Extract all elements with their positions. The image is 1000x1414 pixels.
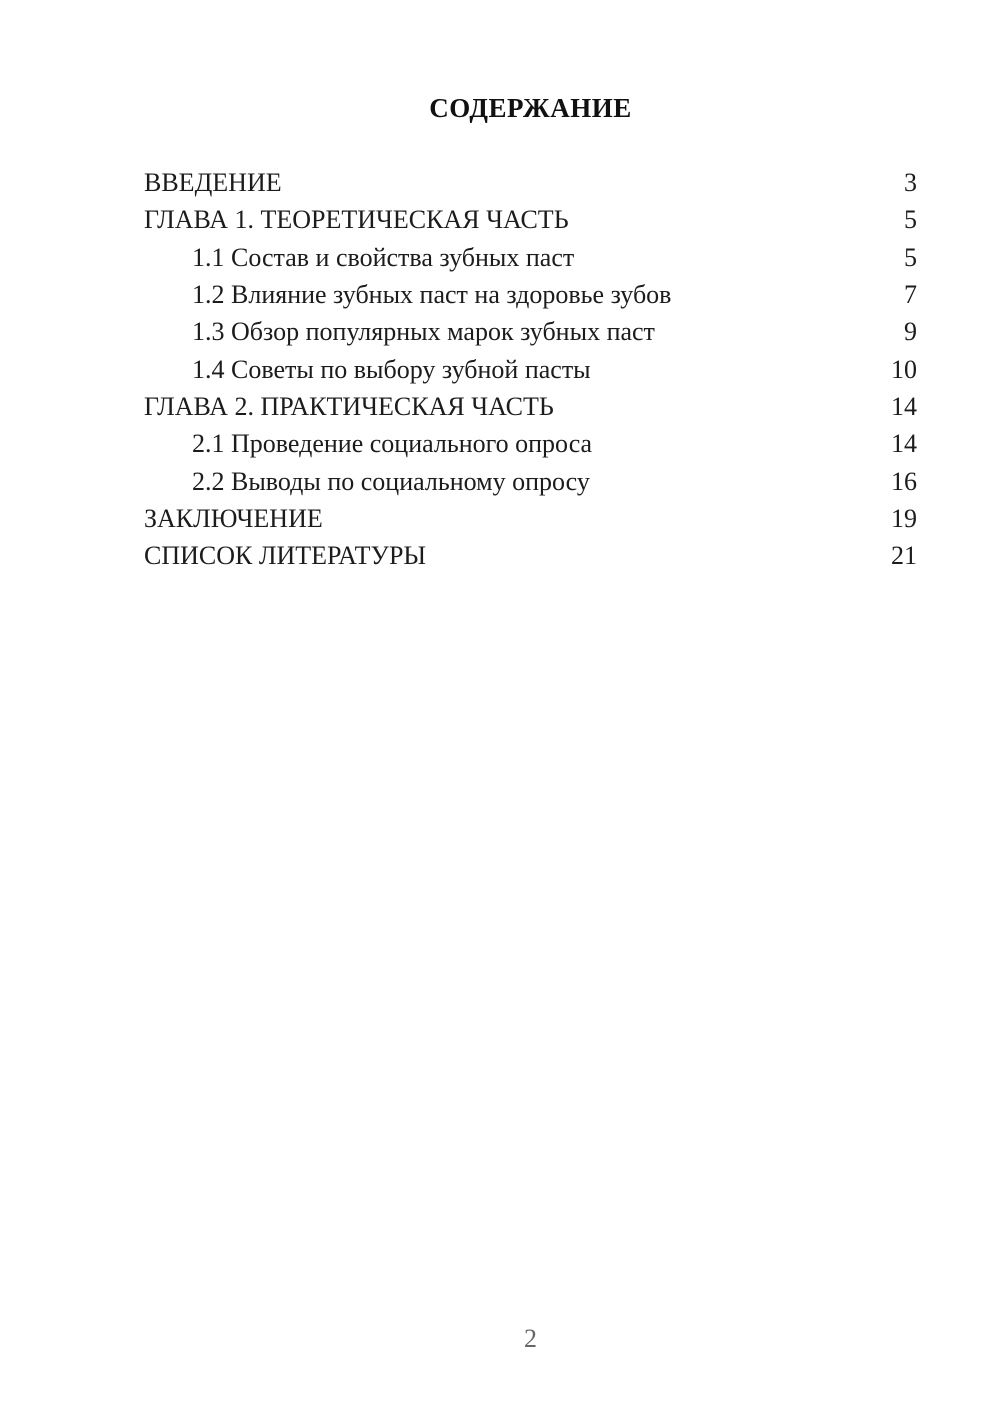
toc-entry-label: СПИСОК ЛИТЕРАТУРЫ	[144, 541, 427, 571]
toc-entry-label: 1.1 Состав и свойства зубных паст	[192, 242, 575, 272]
page-title: СОДЕРЖАНИЕ	[429, 93, 632, 123]
toc-entry-label: 1.2 Влияние зубных паст на здоровье зубов	[192, 279, 672, 309]
toc-entry-page: 7	[904, 279, 917, 309]
toc-entry	[144, 463, 917, 500]
toc-entry	[144, 500, 917, 537]
toc-entry-page: 14	[891, 391, 917, 421]
toc-entry	[144, 351, 917, 388]
toc-entry-page: 21	[891, 541, 917, 571]
toc-entry-page: 9	[904, 317, 917, 347]
toc-entry-label: ГЛАВА 1. ТЕОРЕТИЧЕСКАЯ ЧАСТЬ	[144, 205, 569, 235]
toc-entry-page: 10	[891, 354, 917, 384]
table-of-contents	[144, 164, 917, 575]
content-column	[144, 0, 917, 575]
toc-entry-page: 5	[904, 205, 917, 235]
toc-entry-page: 3	[904, 168, 917, 197]
toc-entry	[144, 276, 917, 313]
toc-entry	[144, 201, 917, 238]
toc-entry	[144, 239, 917, 276]
toc-entry-label: 1.4 Советы по выбору зубной пасты	[192, 354, 591, 384]
toc-entry-page: 19	[891, 503, 917, 533]
toc-entry	[144, 164, 917, 201]
toc-entry-label: 1.3 Обзор популярных марок зубных паст	[192, 317, 655, 347]
toc-entry-label: 2.1 Проведение социального опроса	[192, 429, 593, 459]
toc-entry-label: ЗАКЛЮЧЕНИЕ	[144, 503, 323, 533]
toc-entry	[144, 313, 917, 350]
toc-entry-page: 16	[891, 466, 917, 496]
toc-entry-label: ГЛАВА 2. ПРАКТИЧЕСКАЯ ЧАСТЬ	[144, 391, 554, 421]
toc-entry-label: ВВЕДЕНИЕ	[144, 168, 282, 197]
toc-entry	[144, 537, 917, 574]
toc-entry-page: 5	[904, 242, 917, 272]
toc-entry-page: 14	[891, 429, 917, 459]
toc-entry	[144, 388, 917, 425]
toc-entry	[144, 425, 917, 462]
toc-entry-label: 2.2 Выводы по социальному опросу	[192, 466, 590, 496]
page-number: 2	[524, 1324, 537, 1353]
